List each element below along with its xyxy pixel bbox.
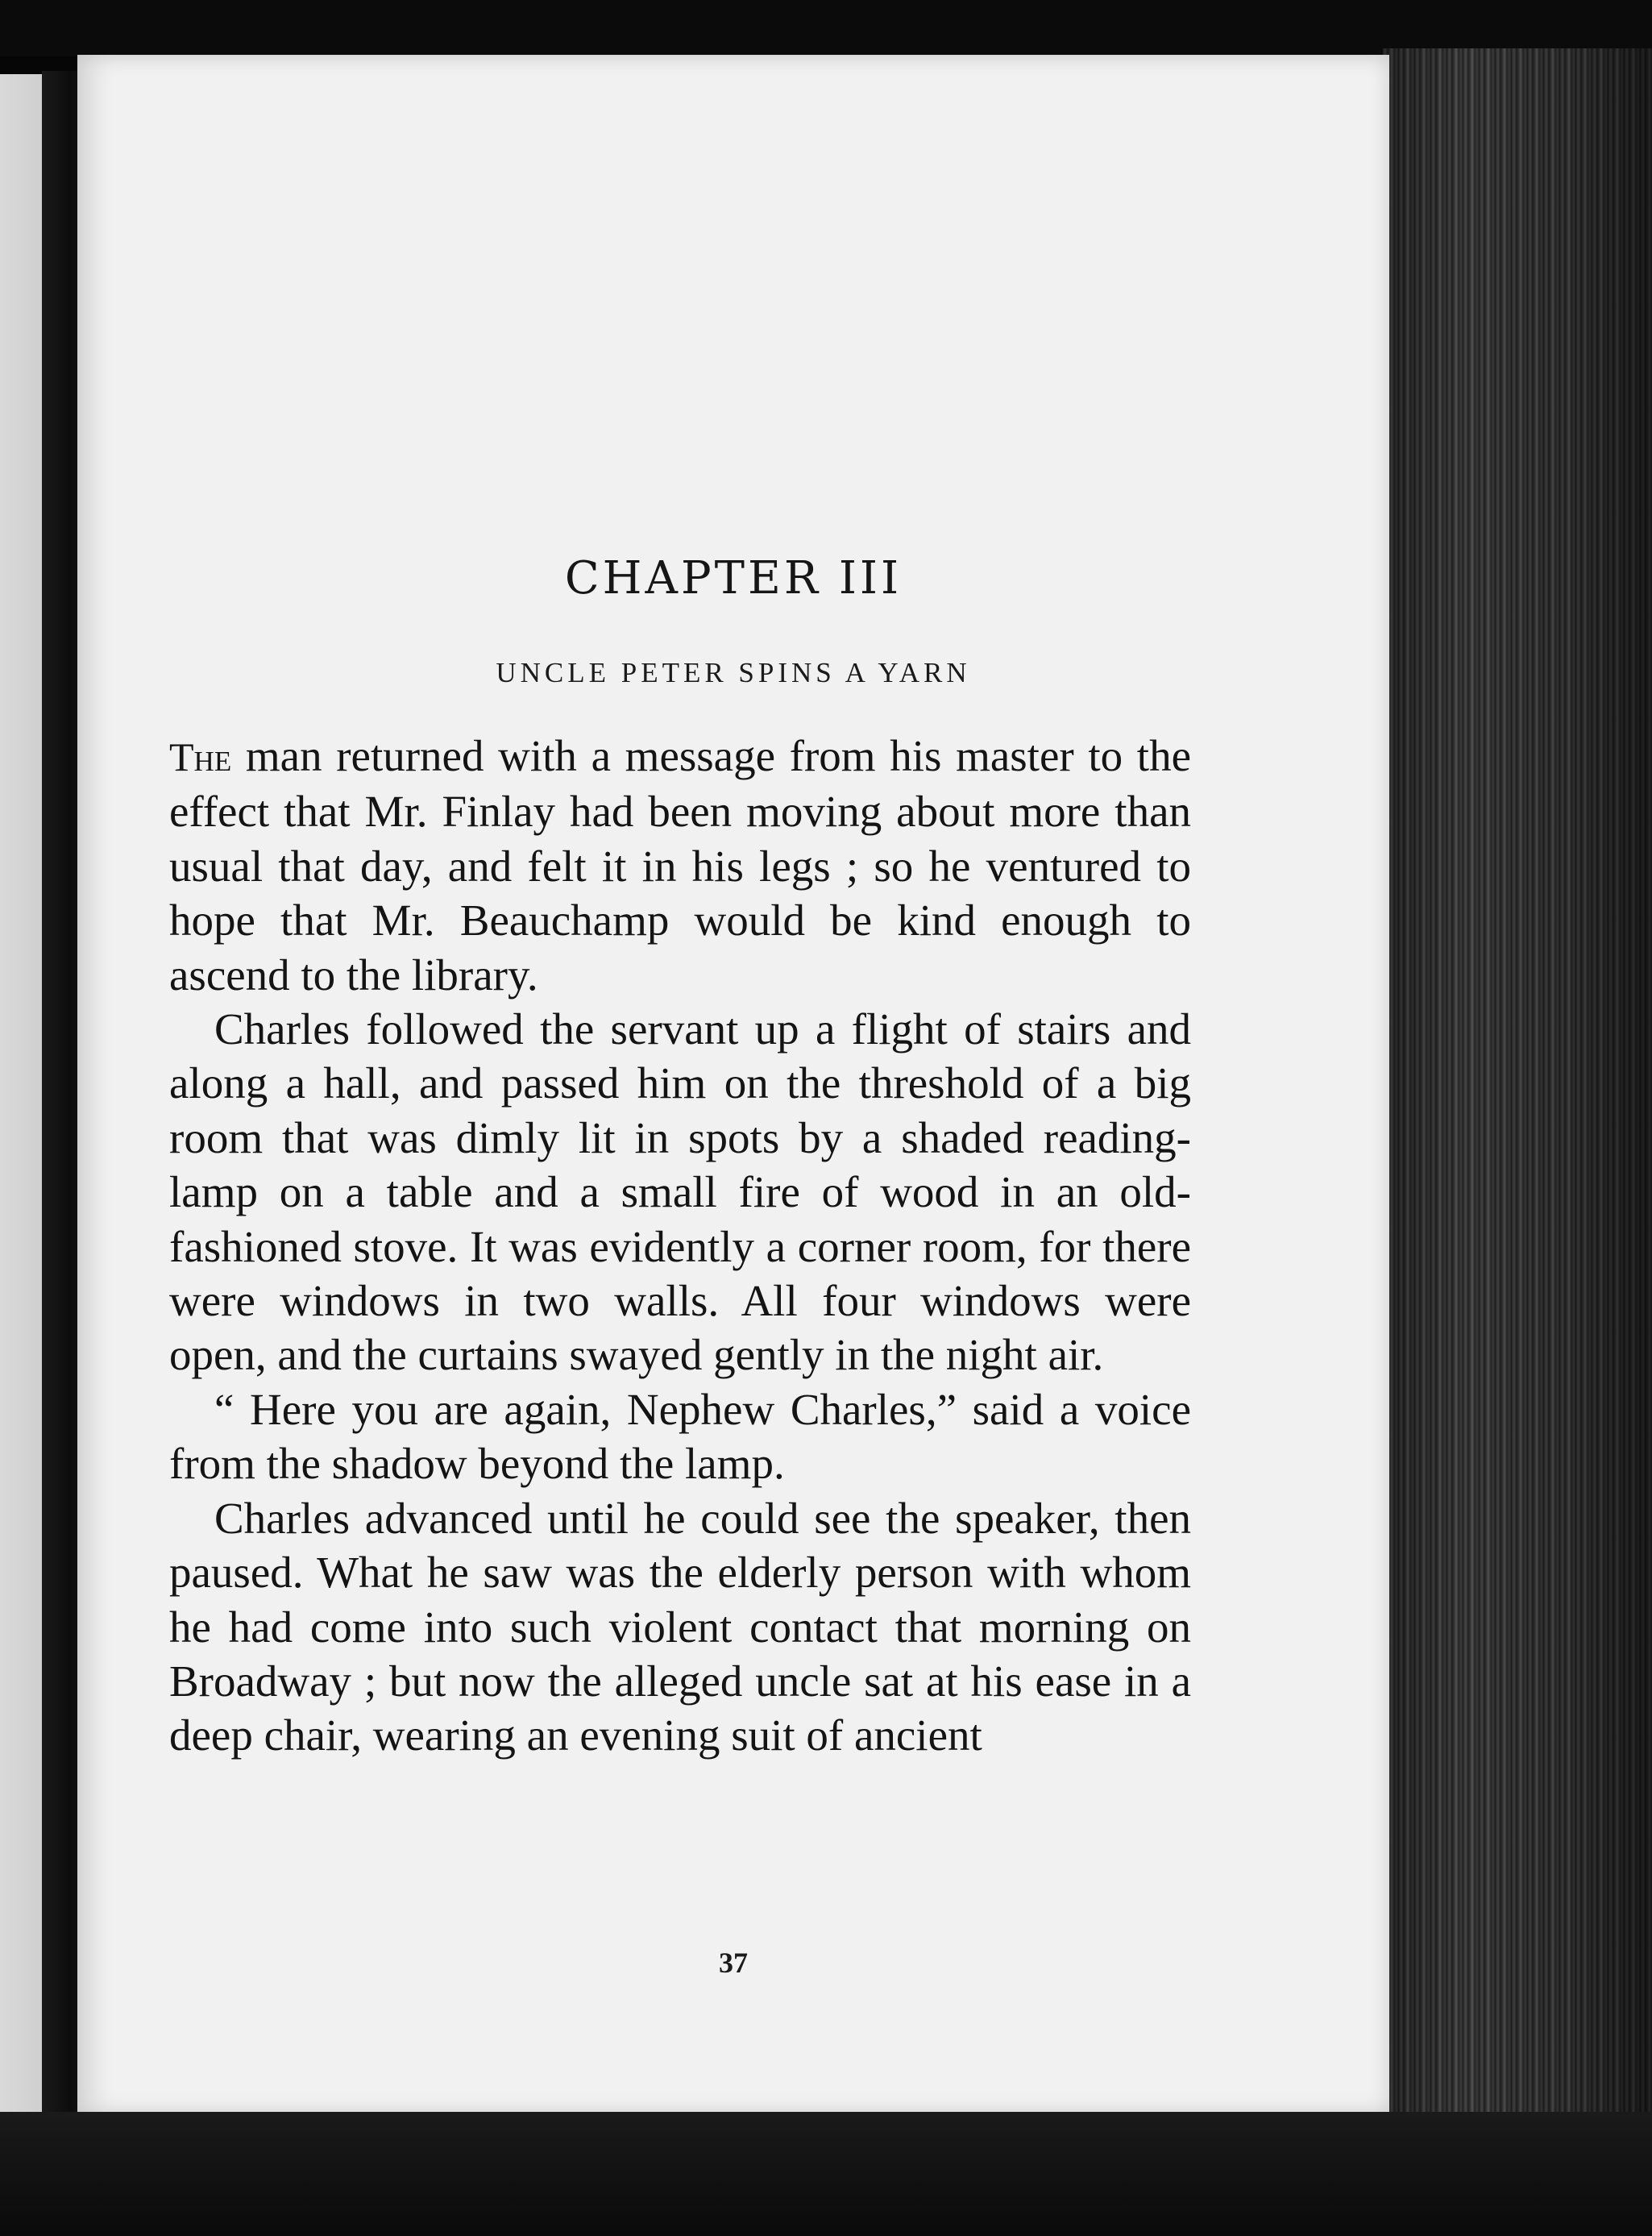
- paragraph-1: [169, 729, 1191, 1002]
- paragraph-2: Charles followed the servant up a flight of stairs and along a hall, and passed him on the threshold of a big room that was dimly lit in spots by a shaded reading-lamp on a table and a small fire of wood in an old-fashioned stove. It was evidently a corner room, for there were windows in two walls. All four windows were open, and the curtains swayed gently in the night air.: [169, 1004, 1191, 1380]
- page-number: 37: [719, 1947, 748, 1979]
- paragraph-3: “ Here you are again, Nephew Charles,” said a voice from the shadow beyond the lamp.: [169, 1384, 1191, 1489]
- opening-word: The: [169, 734, 232, 779]
- chapter-body: [169, 729, 1191, 1763]
- paragraph-1-text: man returned with a message from his master to the effect that Mr. Finlay had been moving about more than usual that day, and felt it in his legs ; so he ventured to hope that Mr. Beauchamp would be kind enough to ascend to the library.: [169, 731, 1191, 1000]
- book-cover-cloth: [1383, 48, 1652, 2144]
- paragraph-4: Charles advanced until he could see the speaker, then paused. What he saw was the elderly person with whom he had come into such violent contact that morning on Broadway ; but now the alleged uncle sat at his ease in a deep chair, wearing an evening suit of ancient: [169, 1493, 1191, 1760]
- chapter-heading: CHAPTER III: [564, 552, 903, 605]
- chapter-title: UNCLE PETER SPINS A YARN: [496, 657, 971, 688]
- scan-background-bottom: [0, 2112, 1652, 2236]
